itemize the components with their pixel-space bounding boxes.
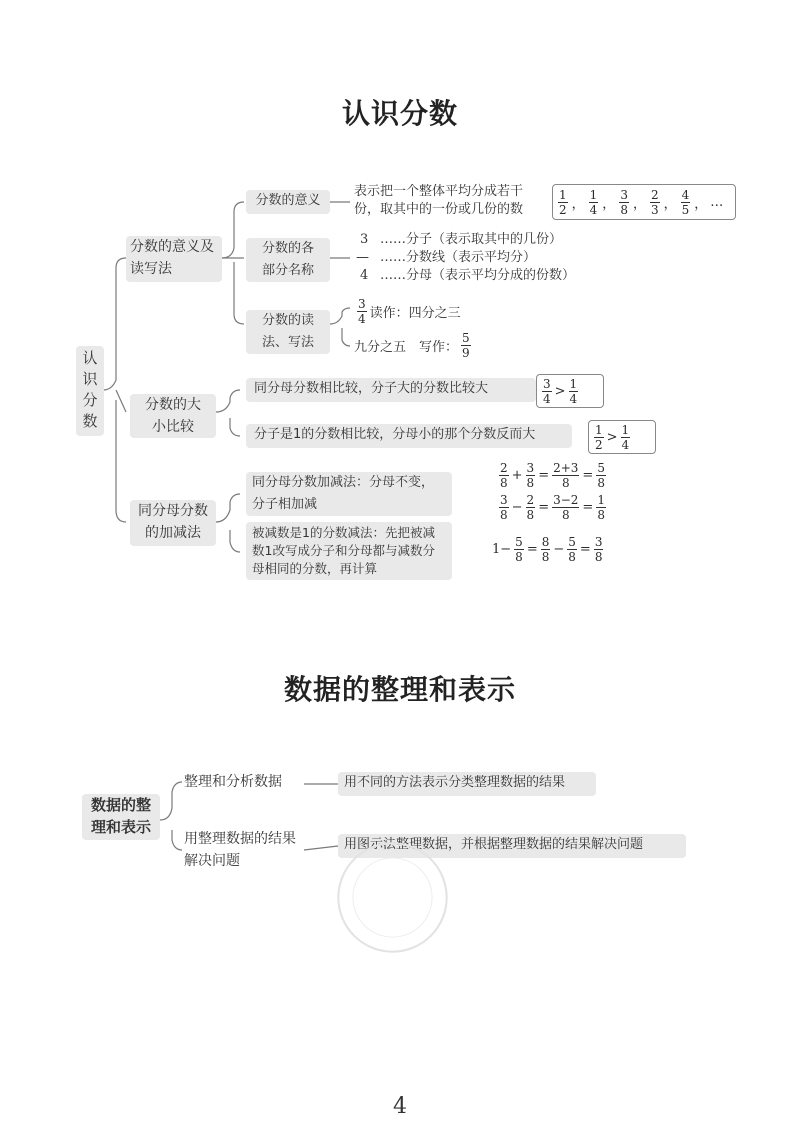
example-fraction: $\frac{2}{3}$ — [650, 187, 659, 217]
comparison-rule1-example: $\frac{3}{4}$ > $\frac{1}{4}$ — [536, 374, 604, 408]
section2-item2-text: 用图示法整理数据，并根据整理数据的结果解决问题 — [338, 834, 686, 858]
sub-meaning: 分数的意义 — [246, 190, 330, 214]
parts-denominator-desc: ……分母（表示平均分成的份数） — [380, 268, 576, 283]
meaning-text-line2: 份，取其中的一份或几份的数 — [354, 202, 524, 217]
parts-numerator-digit: 3 — [360, 232, 369, 247]
root-node: 认识分数 — [76, 346, 104, 436]
comparison-rule2-example: $\frac{1}{2}$ > $\frac{1}{4}$ — [588, 420, 656, 454]
example-fraction: $\frac{1}{2}$ — [559, 187, 567, 217]
comparison-rule2: 分子是1的分数相比较，分母小的那个分数反而大 — [246, 424, 572, 448]
equation-addition: $\frac{2}{8}$ + $\frac{3}{8}$ = $\frac{2+3}{8}$ = $\frac{5}{8}$ — [500, 461, 605, 490]
branch-meaning-reading: 分数的意义及读写法 — [126, 236, 222, 282]
branch-add-subtract: 同分母分数的加减法 — [130, 500, 216, 546]
page-number: 4 — [393, 1094, 407, 1119]
watermark-stamp — [330, 835, 455, 960]
parts-denominator-digit: 4 — [360, 268, 369, 283]
meaning-examples: $\frac{1}{2}$ ， $\frac{1}{4}$ ， $\frac{3}{8}$ ， $\frac{2}{3}$ ， $\frac{4}{5}$ ， … — [552, 184, 736, 220]
equation-one-minus: 1− $\frac{5}{8}$ = $\frac{8}{8}$ − $\frac{5}{8}$ = $\frac{3}{8}$ — [492, 535, 603, 564]
sub-parts: 分数的各部分名称 — [246, 238, 330, 282]
example-fraction: $\frac{4}{5}$ — [681, 187, 690, 217]
section2-root: 数据的整理和表示 — [82, 794, 160, 840]
section1-title: 认识分数 — [341, 97, 458, 130]
comparison-rule1: 同分母分数相比较，分子大的分数比较大 — [246, 378, 536, 402]
meaning-text-line1: 表示把一个整体平均分成若干 — [354, 184, 524, 199]
add-subtract-rule1: 同分母分数加减法：分母不变，分子相加减 — [246, 472, 452, 516]
reading-example1: $\frac{3}{4}$ 读作：四分之三 — [358, 297, 461, 326]
reading-example2: 九分之五 写作： $\frac{5}{9}$ — [354, 331, 470, 360]
section2-item2-label: 用整理数据的结果解决问题 — [184, 831, 296, 869]
sub-reading: 分数的读法、写法 — [246, 310, 330, 354]
example-fraction: $\frac{3}{8}$ — [620, 187, 628, 217]
add-subtract-rule2: 被减数是1的分数减法：先把被减数1改写成分子和分母都与减数分母相同的分数，再计算 — [246, 522, 452, 580]
parts-bar-symbol: — — [356, 250, 369, 265]
parts-bar-desc: ……分数线（表示平均分） — [380, 250, 537, 265]
parts-numerator-desc: ……分子（表示取其中的几份） — [380, 232, 563, 247]
branch-comparison: 分数的大小比较 — [130, 394, 216, 438]
section2-title: 数据的整理和表示 — [283, 673, 516, 706]
equation-subtraction: $\frac{3}{8}$ − $\frac{2}{8}$ = $\frac{3-2}{8}$ = $\frac{1}{8}$ — [500, 493, 605, 522]
section2-item1-label: 整理和分析数据 — [184, 774, 282, 790]
example-fraction: $\frac{1}{4}$ — [589, 187, 598, 217]
section2-item1-text: 用不同的方法表示分类整理数据的结果 — [338, 772, 596, 796]
